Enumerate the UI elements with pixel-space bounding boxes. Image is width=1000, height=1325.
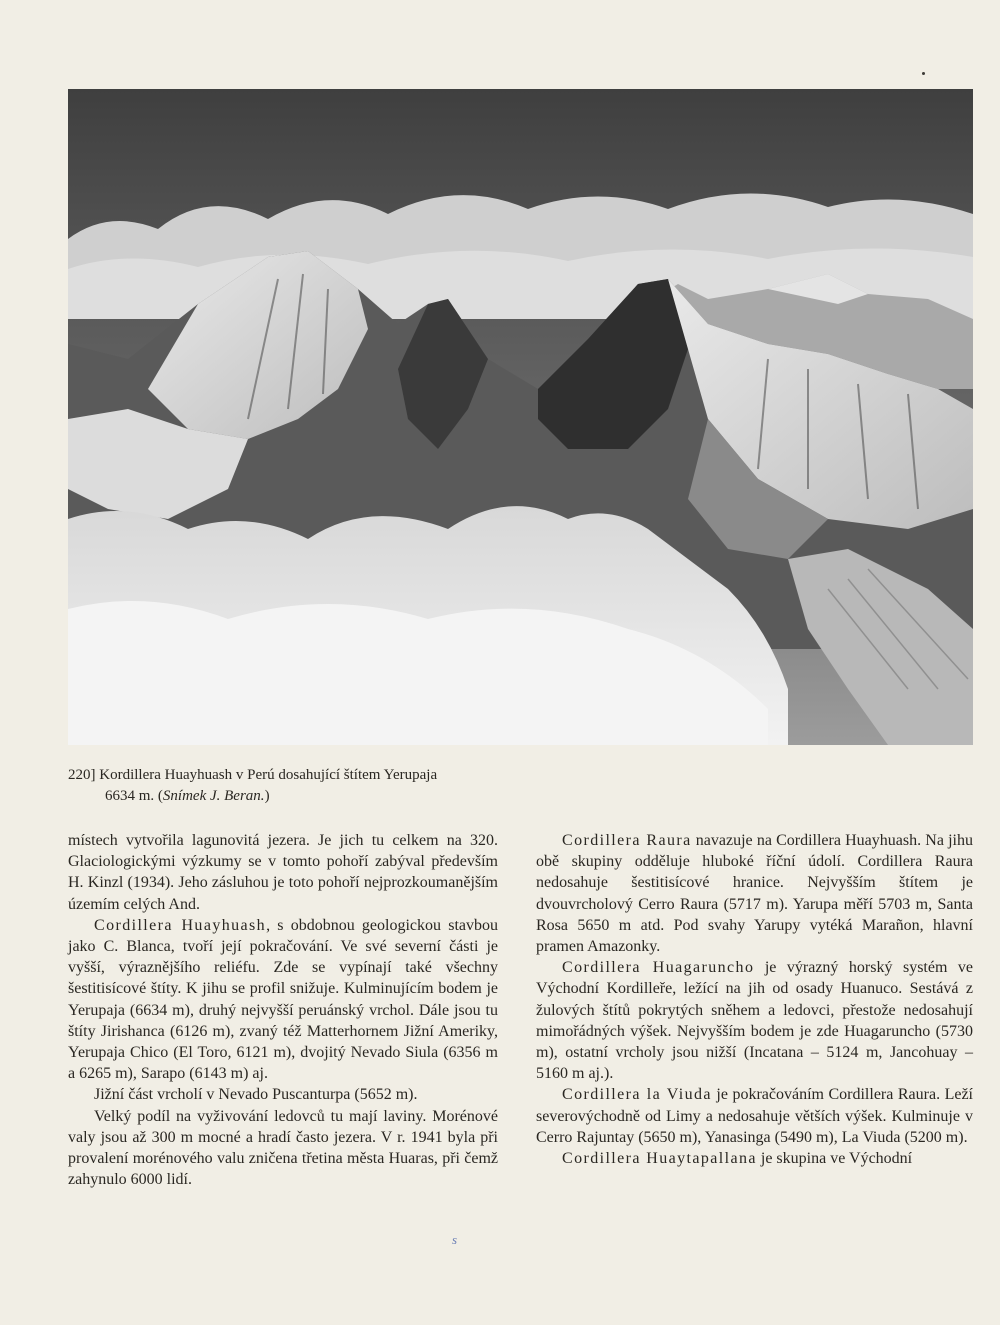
paragraph [68, 915, 498, 1085]
pencil-mark: s [452, 1232, 458, 1247]
paragraph-text: , s obdobnou geologickou stavbou jako C. Blanca, tvoří její pokračování. Ve své severní části je vyšší, výraznějšího reliéfu. Zde se vypínají také všechny šestitisícové štíty. K jihu se profil snižuje. Kulminujícím bodem je Yerupaja (6634 m), druhý nejvyšší peruánský vrchol. Dále jsou tu štíty Jirishanca (6126 m), zvaný též Matterhornem Jižní Ameriky, Yerupaja Chico (El Toro, 6121 m), dvojitý Nevado Siula (6356 m a 6265 m), Sarapo (6143 m) aj. [68, 916, 498, 1083]
paragraph [536, 957, 973, 1084]
caption-line-1 [68, 765, 488, 786]
right-text-column [536, 830, 973, 1169]
term-heading: Cordillera Huagaruncho [562, 959, 755, 977]
caption-text: Kordillera Huayhuash v Perú dosahující štítem Yerupaja [99, 767, 438, 783]
paragraph [536, 1084, 973, 1148]
paragraph [536, 830, 973, 957]
paragraph: Jižní část vrcholí v Nevado Puscanturpa (5652 m). [94, 1086, 418, 1104]
paragraph-text: je skupina ve Východní [756, 1150, 913, 1168]
paragraph-text: navazuje na Cordillera Huayhuash. Na jihu obě skupiny odděluje hluboké říční údolí. Cordillera Raura nedosahuje šestitisícové hranice. Nejvyšším štítem je dvouvrcholový Cerro Raura (5717 m). Yarupa měří 5703 m, Santa Rosa 5650 m atd. Pod svahy Yarupy vytéká Marañon, hlavní pramen Amazonky. [536, 832, 973, 956]
paragraph: místech vytvořila lagunovitá jezera. Je jich tu celkem na 320. Glaciologickými výzkumy se v tomto pohoří zabýval především H. Kinzl (1934). Jeho zásluhou je toto pohoří nejprozkoumanějším územím celých And. [68, 832, 498, 913]
caption-close: ) [264, 788, 270, 804]
caption-line-2 [68, 786, 488, 807]
mountain-photo-illustration [68, 89, 973, 745]
paragraph-text: je výrazný horský systém ve Východní Kordilleře, ležící na jih od osady Huanuco. Sestává z žulových štítů pokrytých sněhem a ledovci, přestože nedosahují mimořádných výšek. Nejvyšším bodem je zde Huagaruncho (5730 m), ostatní vrcholy jsou nižší (Incatana – 5124 m, Jancohuay – 5160 m aj.). [536, 959, 973, 1083]
left-text-column [68, 830, 498, 1190]
caption-number: 220] [68, 767, 96, 783]
caption-credit: Snímek J. Beran. [162, 788, 265, 804]
print-speck [922, 72, 925, 75]
paragraph-text: je pokračováním Cordillera Raura. Leží severovýchodně od Limy a nedosahuje větších výšek. Kulminuje v Cerro Rajuntay (5650 m), Yanasinga (5490 m), La Viuda (5200 m). [536, 1086, 973, 1146]
caption-height: 6634 m. ( [105, 788, 163, 804]
term-heading: Cordillera Raura [562, 832, 692, 849]
figure-caption [68, 765, 488, 807]
mountain-photo [68, 89, 973, 745]
paragraph: Velký podíl na vyživování ledovců tu mají laviny. Morénové valy jsou až 300 m mocné a hradí často jezera. V r. 1941 byla při provalení morénového valu zničena třetina města Huaras, při čemž zahynulo 6000 lidí. [68, 1107, 498, 1189]
term-heading: Cordillera la Viuda [562, 1086, 712, 1104]
term-heading: Cordillera Huaytapallana [562, 1150, 757, 1168]
paragraph [536, 1148, 973, 1169]
term-heading: Cordillera Huayhuash [94, 916, 267, 934]
